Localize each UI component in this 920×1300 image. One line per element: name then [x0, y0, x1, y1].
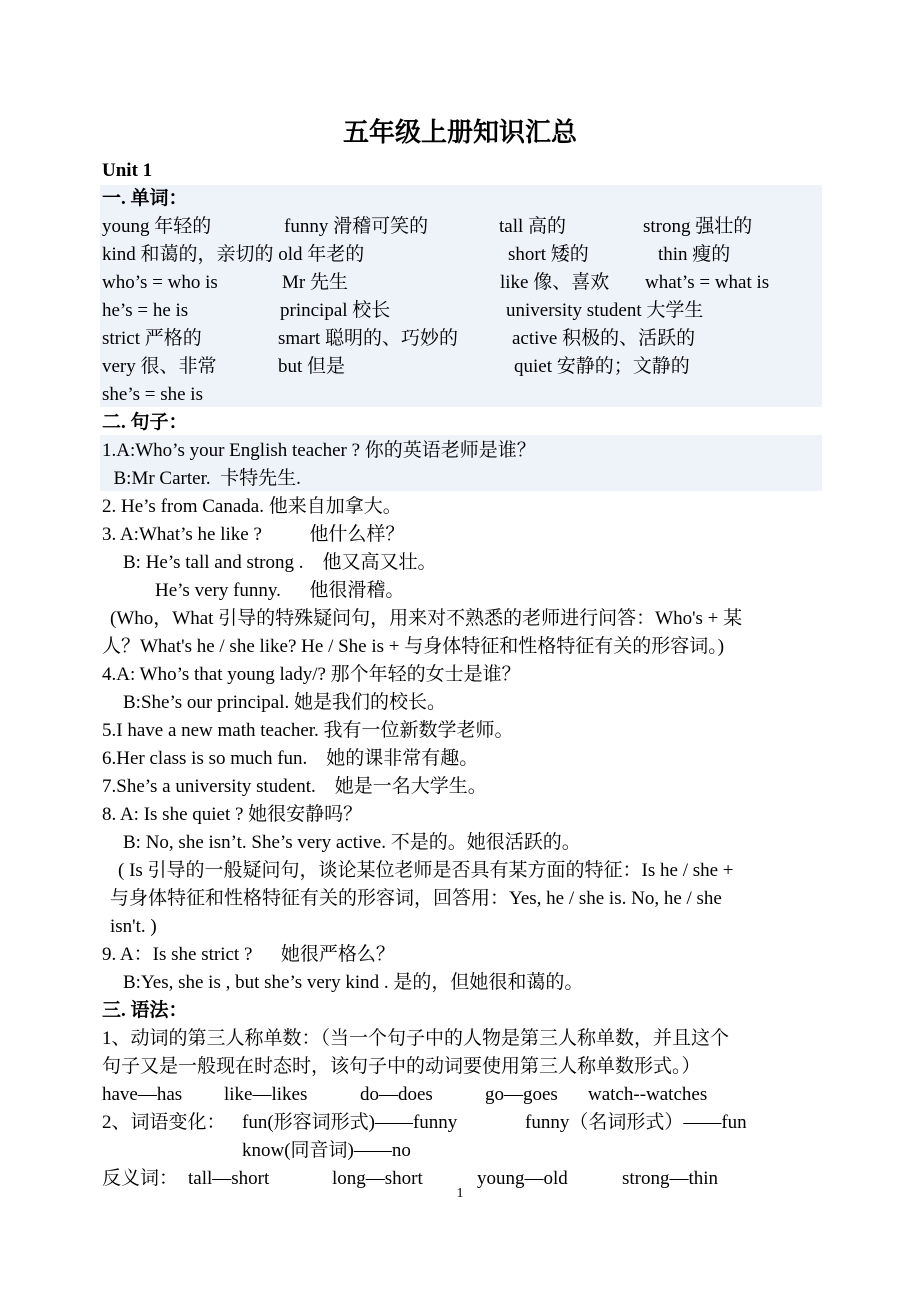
sentence-line: 9. A：Is she strict ? 她很严格么？ — [102, 944, 395, 965]
note-line: isn't. ) — [110, 916, 157, 937]
vocab-cell: strict 严格的 — [102, 328, 202, 349]
sentence-line: B: No, she isn’t. She’s very active. 不是的。她很活跃的。 — [123, 832, 581, 853]
section-sentences-heading: 二. 句子： — [102, 412, 188, 433]
sentence-line: 7.She’s a university student. 她是一名大学生。 — [102, 776, 487, 797]
vocab-cell: active 积极的、活跃的 — [512, 328, 696, 349]
page-title: 五年级上册知识汇总 — [342, 118, 577, 148]
sentence-line: 5.I have a new math teacher. 我有一位新数学老师。 — [102, 720, 514, 741]
page-number: 1 — [456, 1186, 464, 1201]
vocab-cell: kind 和蔼的，亲切的 old 年老的 — [102, 244, 365, 265]
sentence-line: B:Yes, she is , but she’s very kind . 是的，但她很和蔼的。 — [123, 972, 584, 993]
vocab-cell: short 矮的 — [508, 244, 589, 265]
sentence-line: 6.Her class is so much fun. 她的课非常有趣。 — [102, 748, 479, 769]
vocab-cell: tall 高的 — [499, 216, 567, 237]
note-line: 与身体特征和性格特征有关的形容词，回答用：Yes, he / she is. No, he / she — [110, 888, 722, 909]
vocab-cell: thin 瘦的 — [658, 244, 731, 265]
antonym-pair: strong—thin — [622, 1168, 719, 1189]
antonym-pair: tall—short — [188, 1168, 270, 1189]
vocab-cell: but 但是 — [278, 356, 346, 377]
vocab-cell: young 年轻的 — [102, 216, 212, 237]
note-line: (Who，What 引导的特殊疑问句，用来对不熟悉的老师进行问答：Who's + 某 — [110, 608, 743, 629]
vocab-cell: who’s = who is — [102, 272, 218, 293]
verb-form: like—likes — [224, 1084, 308, 1105]
sentence-line: 4.A: Who’s that young lady/? 那个年轻的女士是谁？ — [102, 664, 521, 685]
section-words-heading: 一. 单词： — [102, 188, 188, 209]
antonym-pair: young—old — [477, 1168, 568, 1189]
grammar-rule-label: 2、词语变化： — [102, 1112, 226, 1133]
vocab-cell: smart 聪明的、巧妙的 — [278, 328, 458, 349]
unit-heading: Unit 1 — [102, 160, 153, 181]
verb-form: have—has — [102, 1084, 183, 1105]
vocab-cell: funny 滑稽可笑的 — [284, 216, 429, 237]
vocab-cell: he’s = he is — [102, 300, 189, 321]
sentence-line: B: He’s tall and strong . 他又高又壮。 — [123, 552, 437, 573]
section-grammar-heading: 三. 语法： — [102, 1000, 188, 1021]
note-line: 人？What's he / she like? He / She is + 与身体特征和性格特征有关的形容词。) — [102, 636, 725, 657]
antonym-pair: long—short — [332, 1168, 423, 1189]
antonym-label: 反义词： — [102, 1168, 179, 1189]
verb-form: watch--watches — [588, 1084, 708, 1105]
vocab-cell: Mr 先生 — [282, 272, 348, 293]
vocab-cell: university student 大学生 — [506, 300, 704, 321]
note-line: ( Is 引导的一般疑问句，谈论某位老师是否具有某方面的特征：Is he / she + — [118, 860, 734, 881]
sentence-line: B:Mr Carter. 卡特先生. — [104, 468, 301, 489]
grammar-rule: 句子又是一般现在时态时，该句子中的动词要使用第三人称单数形式。） — [102, 1056, 701, 1077]
vocab-cell: quiet 安静的；文静的 — [514, 356, 690, 377]
verb-form: go—goes — [485, 1084, 558, 1105]
sentence-line: 3. A:What’s he like ? 他什么样？ — [102, 524, 405, 545]
vocab-cell: principal 校长 — [280, 300, 391, 321]
word-change: funny（名词形式）——fun — [525, 1112, 747, 1133]
vocab-cell: very 很、非常 — [102, 356, 217, 377]
sentence-line: 2. He’s from Canada. 他来自加拿大。 — [102, 496, 402, 517]
sentence-line: 8. A: Is she quiet ? 她很安静吗？ — [102, 804, 363, 825]
word-change: know(同音词)——no — [242, 1140, 411, 1161]
sentence-line: He’s very funny. 他很滑稽。 — [155, 580, 405, 601]
vocab-cell: strong 强壮的 — [643, 216, 753, 237]
word-change: fun(形容词形式)——funny — [242, 1112, 458, 1133]
verb-form: do—does — [360, 1084, 433, 1105]
sentence-line: 1.A:Who’s your English teacher ? 你的英语老师是谁？ — [102, 440, 536, 461]
grammar-rule: 1、动词的第三人称单数：（当一个句子中的人物是第三人称单数，并且这个 — [102, 1028, 730, 1049]
vocab-cell: she’s = she is — [102, 384, 203, 405]
sentence-line: B:She’s our principal. 她是我们的校长。 — [123, 692, 446, 713]
vocab-cell: like 像、喜欢 — [500, 272, 610, 293]
vocab-cell: what’s = what is — [645, 272, 770, 293]
